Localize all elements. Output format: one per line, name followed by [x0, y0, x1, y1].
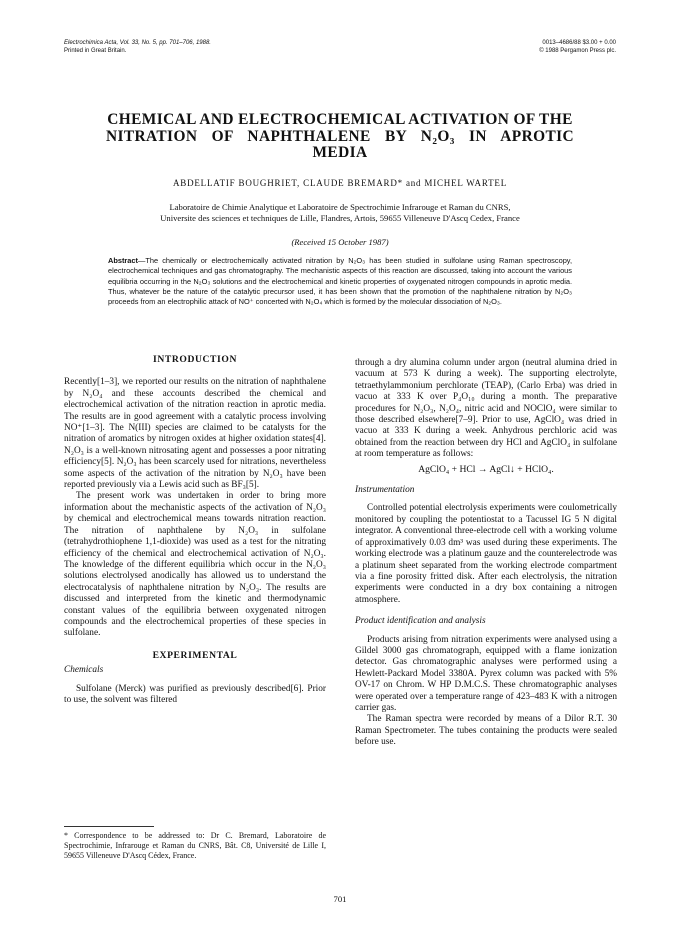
product-analysis-paragraph-2: The Raman spectra were recorded by means of a Dilor R.T. 30 Raman Spectrometer. The tubes containing the products were sealed before use. [355, 714, 617, 748]
authors: ABDELLATIF BOUGHRIET, CLAUDE BREMARD* and MICHEL WARTEL [172, 178, 508, 188]
journal-citation: Electrochimica Acta, Vol. 33, No. 5, pp. 701–706, 1988. [64, 40, 211, 46]
right-column [355, 358, 617, 749]
journal-header-right [539, 40, 616, 55]
received-date: (Received 15 October 1987) [291, 237, 389, 247]
abstract-text: —The chemically or electrochemically activated nitration by N₂O₃ has been studied in sulfolane using Raman spectroscopy, electrochemical techniques and gas chromatography. The mechanistic aspects of this reaction are discussed, taking into account the various equilibria occurring in the N₂O₃ solutions and the electrochemical and kinetic properties of oxygenated nitrogen compounds in aprotic media. Thus, whatever be the nature of the catalytic precursor used, it has been shown that the promotion of the naphthalene nitration by N₂O₃ proceeds from an electrophilic attack of NO⁺ concerted with N₂O₄ which is formed by the molecular dissociation of N₂O₃. [108, 256, 572, 307]
chemicals-subheading: Chemicals [64, 665, 104, 676]
page-number: 701 [333, 894, 347, 904]
footnote-text: * Correspondence to be addressed to: Dr C. Bremard, Laboratoire de Spectrochimie, Infrarouge et Raman du CNRS, Bât. C8, Université de Lille I, 59655 Villeneuve D'Ascq Cédex, France. [64, 831, 326, 860]
footnote-rule [64, 826, 154, 827]
abstract [108, 256, 572, 307]
intro-paragraph-2: The present work was undertaken in order to bring more information about the mechanistic aspects of the activation of N₂O₃ by chemical and electrochemical means towards nitration reaction. The nitration of naphthalene by N₂O₃ in sulfolane (tetrahydrothiophene 1,1-dioxide) was used as a test for the nitrating efficiency of the chemical and electrochemical activation of N₂O₃. The knowledge of the different equilibria which occur in the N₂O₃ solutions electrolysed anodically has allowed us to understand the electrocatalysis of naphthalene nitration by N₂O₃. The results are discussed and interpreted from the kinetic and thermodynamic constant values of the equilibria between oxygenated nitrogen compounds and the electrochemical properties of these species in sulfolane. [64, 491, 326, 639]
journal-header-left [64, 40, 211, 55]
chemicals-paragraph: Sulfolane (Merck) was purified as previously described[6]. Prior to use, the solvent was filtered [64, 683, 326, 705]
instrumentation-paragraph: Controlled potential electrolysis experiments were coulometrically monitored by coupling the potentiostat to a Tacussel IG 5 N digital integrator. A conventional three-electrode cell with a working volume of approximatively 0.03 dm³ was used during these experiments. The working electrode was a platinum gauze and the counterelectrode was a platinum sheet separated from the working electrode compartment via a fine porosity fritted disk. After each electrolysis, the nitration experiments were conducted in a dry box containing a nitrogen atmosphere. [355, 503, 617, 605]
instrumentation-subheading: Instrumentation [355, 485, 415, 496]
paper-title [64, 112, 616, 162]
title-line-1: CHEMICAL AND ELECTROCHEMICAL ACTIVATION OF THE [107, 111, 573, 128]
affiliation-line-1: Laboratoire de Chimie Analytique et Laboratoire de Spectrochimie Infrarouge et Raman du CNRS, [169, 202, 511, 212]
experimental-heading: EXPERIMENTAL [152, 649, 238, 661]
affiliation [64, 202, 616, 224]
introduction-heading: INTRODUCTION [153, 354, 237, 365]
copyright: © 1988 Pergamon Press plc. [539, 47, 616, 54]
footnote [64, 826, 326, 861]
intro-paragraph-1: Recently[1–3], we reported our results on the nitration of naphthalene by N₂O₄ and these accounts described the chemical and electrochemical activation of the nitration reaction in aprotic media. The results are in good agreement with a catalytic process involving NO⁺[1–3]. The N(III) species are claimed to be catalysts for the nitration of aromatics by nitrogen oxides at higher oxidation states[4]. N₂O₃ is a well-known nitrosating agent and possesses a poor nitrating efficiency[5]. N₂O₃ has been scarcely used for nitrations, nevertheless some aspects of the activation of the nitration by N₂O₃ have been reported previously via a Lewis acid such as BF₃[5]. [64, 377, 326, 491]
issn-price: 0013–4686/88 $3.00 + 0.00 [542, 40, 616, 46]
product-analysis-subheading: Product identification and analysis [355, 616, 486, 627]
title-line-2: NITRATION OF NAPHTHALENE BY N₂O₃ IN APROTIC [105, 127, 575, 145]
title-line-3: MEDIA [312, 144, 368, 161]
left-column [64, 354, 326, 706]
abstract-label: Abstract [108, 256, 138, 265]
printed-in: Printed in Great Britain. [64, 47, 127, 54]
chemicals-continued-paragraph: through a dry alumina column under argon (neutral alumina dried in vacuum at 573 K during a week). The supporting electrolyte, tetraethylammonium perchlorate (TEAP), (Carlo Erba) was dried in vacuo at 333 K over P₄O₁₀ during a month. The preparative procedures for N₂O₃, N₂O₄, nitric acid and NOClO₄ were similar to those described elsewhere[7–9]. Prior to use, AgClO₄ was dried in vacuo at 333 K during a week. Anhydrous perchloric acid was obtained from the reaction between dry HCl and AgClO₄ in sulfolane at room temperature as follows: [355, 358, 617, 460]
affiliation-line-2: Universite des sciences et techniques de Lille, Flandres, Artois, 59655 Villeneuve D'Ascq Cedex, France [160, 213, 520, 223]
product-analysis-paragraph-1: Products arising from nitration experiments were analysed using a Gildel 3000 gas chromatograph, equipped with a flame ionization detector. Gas chromatographic analyses were performed using a Hewlett-Packard Model 3380A. Pyrex column was packed with 5% OV-17 on Chrom. W HP D.M.C.S. These chromatographic analyses were operated over a temperature range of 423–483 K with a nitrogen carrier gas. [355, 634, 617, 713]
perchloric-acid-equation: AgClO₄ + HCl → AgCl↓ + HClO₄. [418, 463, 554, 475]
